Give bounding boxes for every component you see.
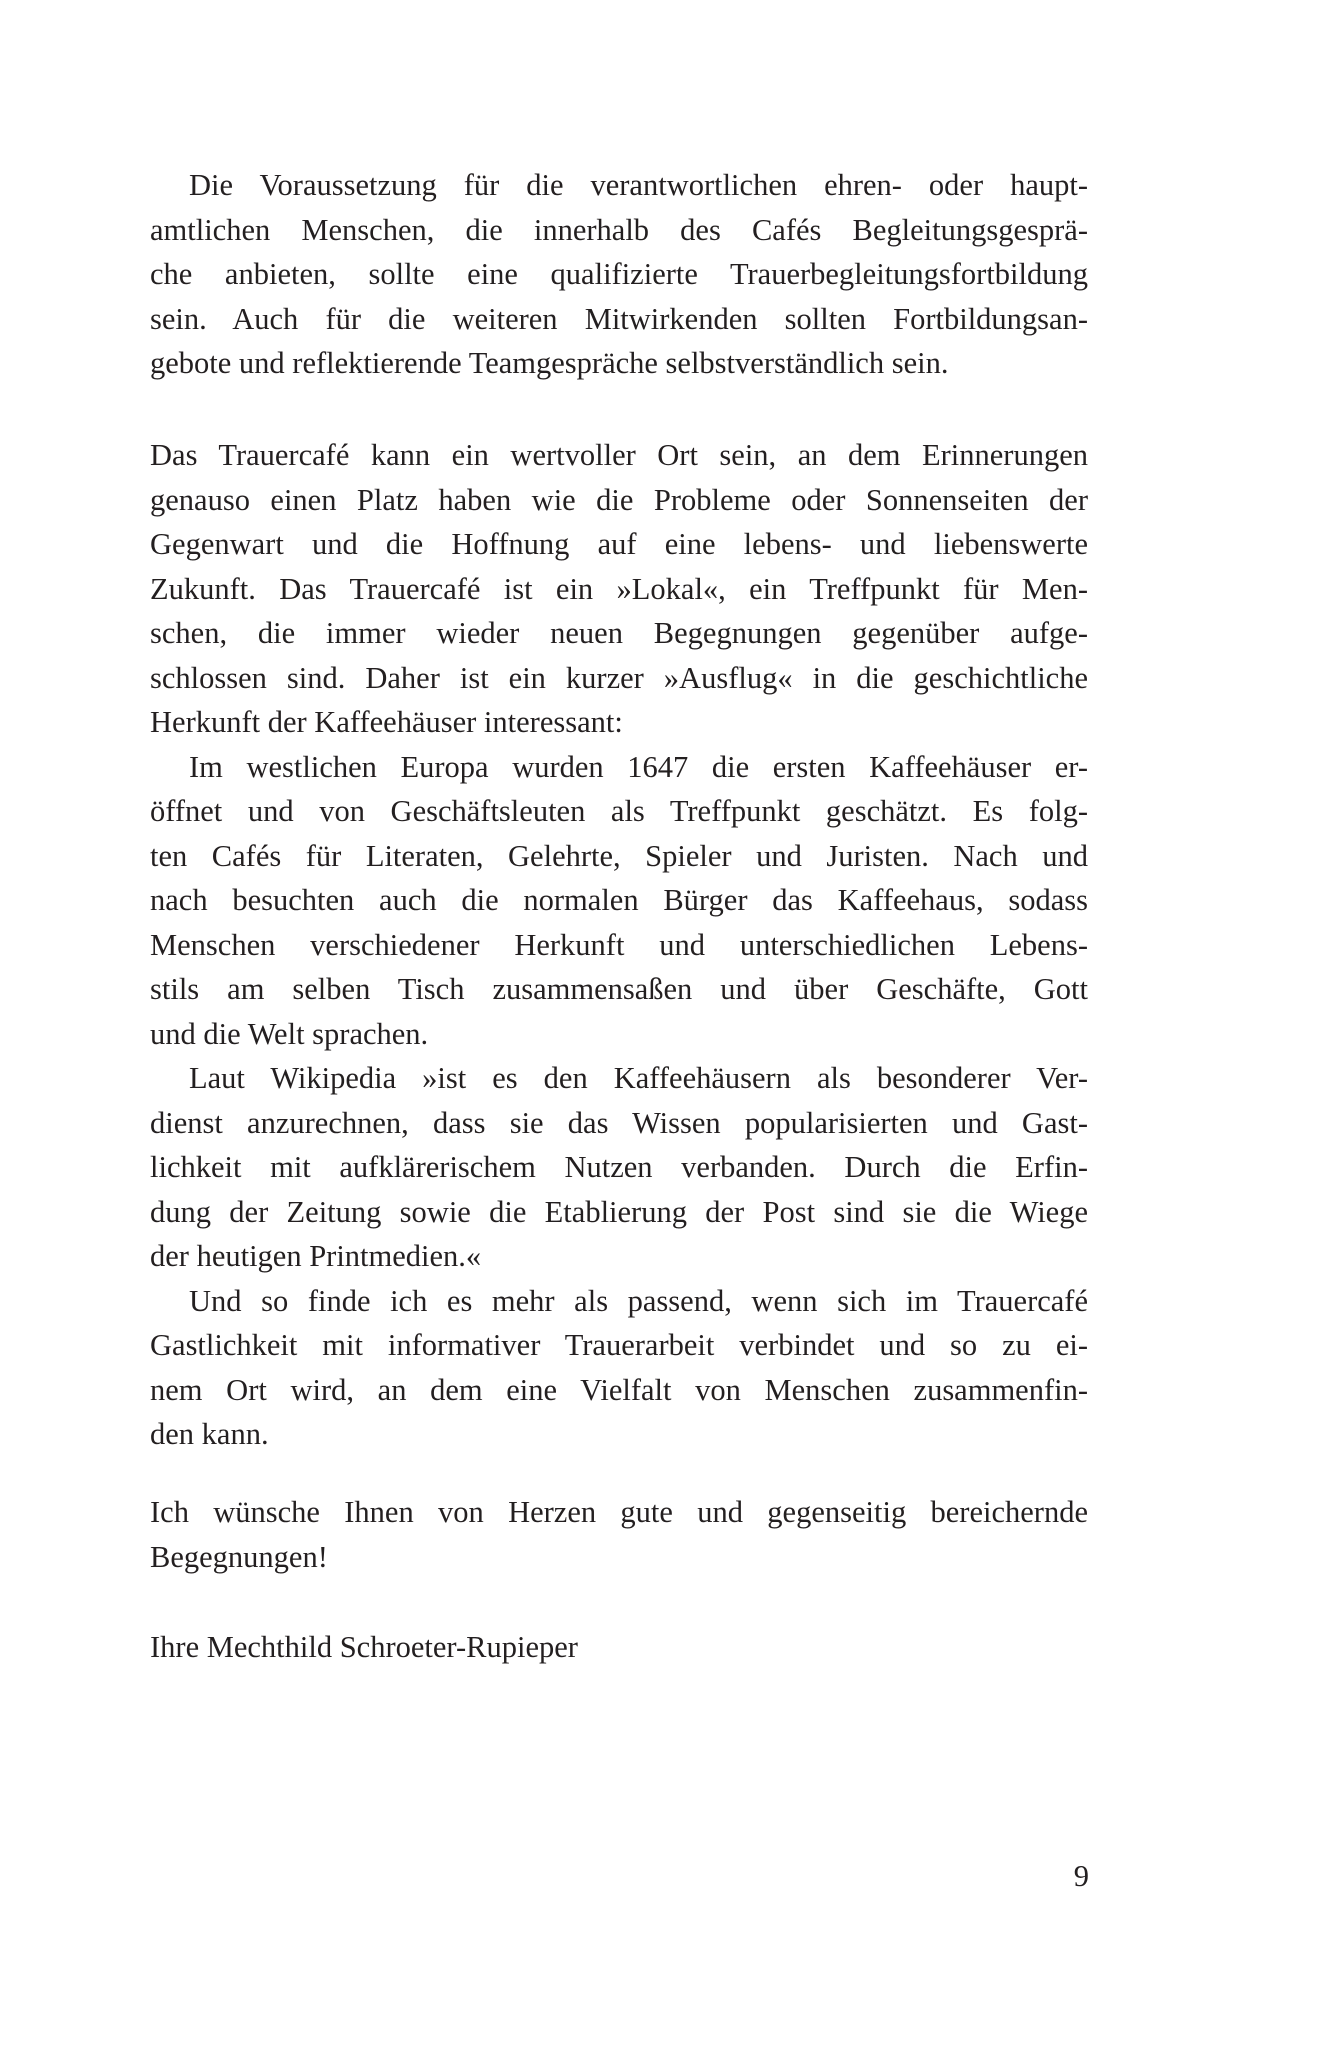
text-line: Menschen verschiedener Herkunft und unterschiedlichen Lebens- [150, 927, 1088, 962]
paragraph-fitting [150, 1279, 1088, 1457]
text-line: gebote und reflektierende Teamgespräche selbstverständlich sein. [150, 346, 949, 380]
text-line: Zukunft. Das Trauercafé ist ein »Lokal«, ein Treffpunkt für Men- [150, 571, 1088, 606]
text-line: Gegenwart und die Hoffnung auf eine lebens- und liebenswerte [150, 527, 1088, 561]
text-line: lichkeit mit aufklärerischem Nutzen verbanden. Durch die Erfin- [150, 1150, 1088, 1184]
text-line: Gastlichkeit mit informativer Trauerarbeit verbindet und so zu ei- [150, 1328, 1088, 1362]
text-line: schen, die immer wieder neuen Begegnungen gegenüber aufge- [150, 616, 1088, 650]
paragraph-history [150, 745, 1088, 1057]
text-line: dung der Zeitung sowie die Etablierung der Post sind sie die Wiege [150, 1194, 1088, 1229]
text-line: ten Cafés für Literaten, Gelehrte, Spieler und Juristen. Nach und [150, 838, 1088, 873]
text-line: Begegnungen! [150, 1539, 328, 1574]
text-line: dienst anzurechnen, dass sie das Wissen popularisierten und Gast- [150, 1105, 1088, 1140]
text-line: che anbieten, sollte eine qualifizierte Trauerbegleitungsfortbildung [150, 257, 1088, 291]
text-line: und die Welt sprachen. [150, 1016, 429, 1051]
text-line: Und so finde ich es mehr als passend, wenn sich im Trauercafé [189, 1283, 1088, 1318]
text-line: der heutigen Printmedien.« [150, 1239, 482, 1273]
text-line: sein. Auch für die weiteren Mitwirkenden sollten Fortbildungsan- [150, 301, 1088, 336]
text-line: genauso einen Platz haben wie die Probleme oder Sonnenseiten der [150, 482, 1088, 517]
text-line: Ich wünsche Ihnen von Herzen gute und gegenseitig bereichernde [150, 1495, 1088, 1529]
text-line: Die Voraussetzung für die verantwortlichen ehren- oder haupt- [189, 168, 1088, 202]
text-line: amtlichen Menschen, die innerhalb des Cafés Begleitungsgesprä- [150, 212, 1088, 247]
paragraph-wish [150, 1490, 1088, 1579]
signature-line: Ihre Mechthild Schroeter-Rupieper [150, 1630, 578, 1664]
paragraph-cafe [150, 433, 1088, 745]
text-line: öffnet und von Geschäftsleuten als Treffpunkt geschätzt. Es folg- [150, 794, 1088, 828]
text-line: nem Ort wird, an dem eine Vielfalt von Menschen zusammenfin- [150, 1372, 1088, 1407]
text-line: Herkunft der Kaffeehäuser interessant: [150, 705, 623, 739]
text-line: stils am selben Tisch zusammensaßen und über Geschäfte, Gott [150, 972, 1088, 1006]
paragraph-requirements [150, 163, 1088, 386]
text-line: schlossen sind. Daher ist ein kurzer »Ausflug« in die geschichtliche [150, 660, 1088, 695]
text-line: den kann. [150, 1417, 269, 1451]
page-number: 9 [1073, 1859, 1089, 1893]
paragraph-wikipedia [150, 1056, 1088, 1279]
text-line: Das Trauercafé kann ein wertvoller Ort sein, an dem Erinnerungen [150, 438, 1088, 472]
signature [150, 1625, 1088, 1670]
section-trauercafe [150, 433, 1088, 1457]
text-line: Laut Wikipedia »ist es den Kaffeehäusern als besonderer Ver- [189, 1061, 1088, 1095]
text-line: nach besuchten auch die normalen Bürger das Kaffeehaus, sodass [150, 883, 1088, 917]
text-line: Im westlichen Europa wurden 1647 die ersten Kaffeehäuser er- [189, 749, 1088, 784]
